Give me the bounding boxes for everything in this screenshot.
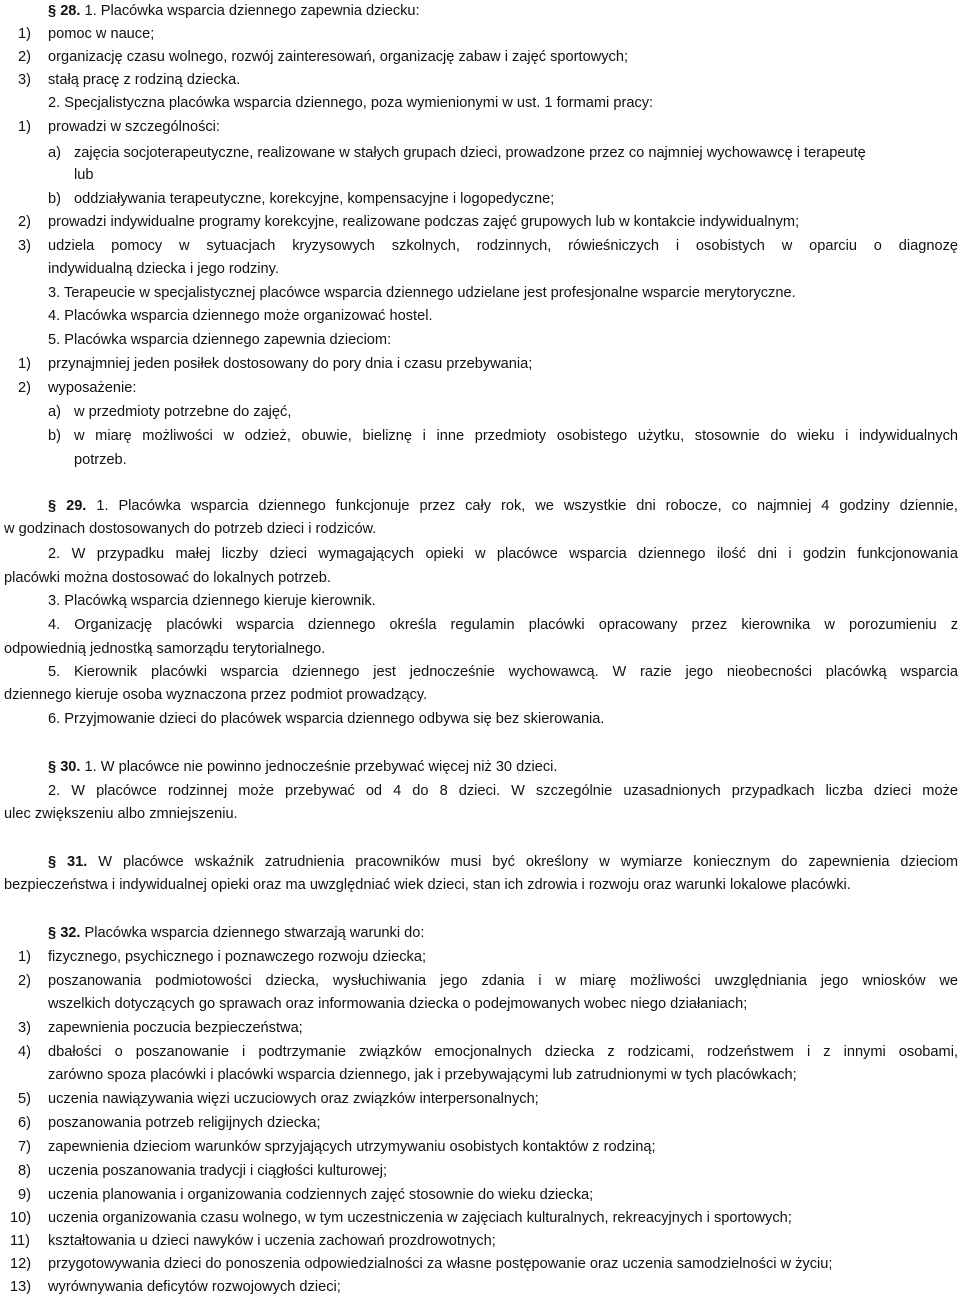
list-subitem-letter: b) xyxy=(48,428,61,444)
list-item-text: pomoc w nauce; xyxy=(48,26,155,42)
list-item-text: uczenia poszanowania tradycji i ciągłości kulturowej; xyxy=(48,1163,388,1179)
list-item-text: przygotowywania dzieci do ponoszenia odpowiedzialności za własne postępowanie oraz uczenia samodzielności w życiu; xyxy=(48,1256,833,1272)
paragraph-text: 6. Przyjmowanie dzieci do placówek wsparcia dziennego odbywa się bez skierowania. xyxy=(48,711,605,727)
paragraph-number: 31. xyxy=(67,854,88,870)
paragraph-text: odpowiednią jednostką samorządu terytorialnego. xyxy=(4,641,326,657)
list-item-text: indywidualną dziecka i jego rodziny. xyxy=(48,261,279,277)
list-item-text: udziela pomocy w sytuacjach kryzysowych szkolnych, rodzinnych, rówieśniczych i osobistych w oparciu o diagnozę xyxy=(48,238,958,254)
list-item-number: 12) xyxy=(10,1256,32,1272)
list-item-number: 7) xyxy=(18,1139,31,1155)
section-sign: § xyxy=(48,759,57,775)
list-item-number: 6) xyxy=(18,1115,31,1131)
list-item-text: uczenia planowania i organizowania codziennych zajęć stosownie do wieku dziecka; xyxy=(48,1187,594,1203)
list-subitem-text: w miarę możliwości w odzież, obuwie, bieliznę i inne przedmioty osobistego użytku, stosownie do wieku i indywidualnych xyxy=(74,428,958,444)
list-item-text: zapewnienia dzieciom warunków sprzyjających utrzymywaniu osobistych kontaktów z rodziną; xyxy=(48,1139,656,1155)
paragraph-text: w godzinach dostosowanych do potrzeb dzieci i rodziców. xyxy=(4,521,377,537)
list-item-number: 9) xyxy=(18,1187,31,1203)
paragraph-text: W placówce wskaźnik zatrudnienia pracowników musi być określony w wymiarze koniecznym do zapewnienia dzieciom xyxy=(98,854,958,870)
section-sign: § xyxy=(48,498,57,514)
list-item-text: dbałości o poszanowanie i podtrzymanie związków emocjonalnych dziecka z rodzicami, rodzeństwem i z innymi osobami, xyxy=(48,1044,958,1060)
list-item-text: wyposażenie: xyxy=(48,380,137,396)
list-item-number: 3) xyxy=(18,72,31,88)
list-item-text: uczenia organizowania czasu wolnego, w tym uczestniczenia w zajęciach kulturalnych, rekreacyjnych i sportowych; xyxy=(48,1210,792,1226)
list-item-number: 5) xyxy=(18,1091,31,1107)
list-item-text: fizycznego, psychicznego i poznawczego rozwoju dziecka; xyxy=(48,949,427,965)
paragraph-number: 30. xyxy=(60,759,81,775)
paragraph-28-heading xyxy=(48,2,420,20)
list-item-number: 13) xyxy=(10,1279,32,1295)
list-item-number: 4) xyxy=(18,1044,31,1060)
paragraph-text: 1. Placówka wsparcia dziennego funkcjonuje przez cały rok, we wszystkie dni robocze, co najmniej 4 godziny dziennie, xyxy=(96,498,958,514)
paragraph-text: 5. Kierownik placówki wsparcia dziennego jest jednocześnie wychowawcą. W razie jego nieobecności placówką wsparcia xyxy=(48,664,958,680)
list-subitem-letter: b) xyxy=(48,191,61,207)
list-item-number: 2) xyxy=(18,973,31,989)
list-item-text: poszanowania podmiotowości dziecka, wysłuchiwania jego zdania i w miarę możliwości uwzględniania jego wniosków we xyxy=(48,973,958,989)
list-item-number: 3) xyxy=(18,238,31,254)
list-item-number: 2) xyxy=(18,49,31,65)
list-item-text: zapewnienia poczucia bezpieczeństwa; xyxy=(48,1020,303,1036)
list-subitem-text: lub xyxy=(74,167,94,183)
paragraph-32-heading xyxy=(48,924,424,942)
list-item-text: prowadzi w szczególności: xyxy=(48,119,220,135)
section-sign: § xyxy=(48,854,57,870)
list-item-text: kształtowania u dzieci nawyków i uczenia zachowań prozdrowotnych; xyxy=(48,1233,496,1249)
list-item-number: 3) xyxy=(18,1020,31,1036)
list-item-text: przynajmniej jeden posiłek dostosowany do pory dnia i czasu przebywania; xyxy=(48,356,533,372)
list-item-number: 2) xyxy=(18,380,31,396)
paragraph-text: 3. Placówką wsparcia dziennego kieruje kierownik. xyxy=(48,593,376,609)
paragraph-text: dziennego kieruje osoba wyznaczona przez podmiot prowadzący. xyxy=(4,687,428,703)
paragraph-text: 2. Specjalistyczna placówka wsparcia dziennego, poza wymienionymi w ust. 1 formami pracy: xyxy=(48,95,654,111)
list-subitem-text: zajęcia socjoterapeutyczne, realizowane w stałych grupach dzieci, prowadzone przez co najmniej wychowawcę i terapeutę xyxy=(74,145,866,161)
list-item-text: stałą pracę z rodziną dziecka. xyxy=(48,72,241,88)
list-item-number: 1) xyxy=(18,356,31,372)
paragraph-31-heading xyxy=(48,853,958,871)
paragraph-text: placówki można dostosować do lokalnych potrzeb. xyxy=(4,570,331,586)
paragraph-number: 28. xyxy=(60,3,81,19)
paragraph-30-heading xyxy=(48,758,557,776)
paragraph-text: 4. Organizację placówki wsparcia dziennego określa regulamin placówki opracowany przez kierownika w porozumieniu z xyxy=(48,617,958,633)
list-item-number: 1) xyxy=(18,949,31,965)
list-item-text: wszelkich dotyczących go sprawach oraz informowania dziecka o podejmowanych wobec niego działaniach; xyxy=(48,996,748,1012)
section-sign: § xyxy=(48,925,57,941)
paragraph-text: Placówka wsparcia dziennego stwarzają warunki do: xyxy=(84,925,425,941)
list-item-number: 8) xyxy=(18,1163,31,1179)
list-subitem-letter: a) xyxy=(48,404,61,420)
list-item-text: wyrównywania deficytów rozwojowych dzieci; xyxy=(48,1279,341,1295)
paragraph-text: 2. W przypadku małej liczby dzieci wymagających opieki w placówce wsparcia dziennego ilość dni i godzin funkcjonowania xyxy=(48,546,958,562)
list-item-number: 10) xyxy=(10,1210,32,1226)
list-item-number: 11) xyxy=(10,1233,31,1249)
list-item-text: prowadzi indywidualne programy korekcyjne, realizowane podczas zajęć grupowych lub w kontakcie indywidualnym; xyxy=(48,214,800,230)
list-item-number: 1) xyxy=(18,119,31,135)
paragraph-text: 2. W placówce rodzinnej może przebywać od 4 do 8 dzieci. W szczególnie uzasadnionych przypadkach liczba dzieci może xyxy=(48,783,958,799)
paragraph-text: 4. Placówka wsparcia dziennego może organizować hostel. xyxy=(48,308,433,324)
paragraph-text: bezpieczeństwa i indywidualnej opieki oraz ma uwzględniać wiek dzieci, stan ich zdrowia i rozwoju oraz warunki lokalowe placówki. xyxy=(4,877,851,893)
list-subitem-text: oddziaływania terapeutyczne, korekcyjne, kompensacyjne i logopedyczne; xyxy=(74,191,555,207)
list-subitem-text: w przedmioty potrzebne do zajęć, xyxy=(74,404,292,420)
paragraph-text: 1. Placówka wsparcia dziennego zapewnia dziecku: xyxy=(84,3,420,19)
paragraph-text: 3. Terapeucie w specjalistycznej placówce wsparcia dziennego udzielane jest profesjonalne wsparcie merytoryczne. xyxy=(48,285,796,301)
paragraph-number: 32. xyxy=(60,925,81,941)
paragraph-29-heading xyxy=(48,497,958,515)
list-item-number: 2) xyxy=(18,214,31,230)
list-item-text: organizację czasu wolnego, rozwój zainteresowań, organizację zabaw i zajęć sportowych; xyxy=(48,49,628,65)
list-item-text: poszanowania potrzeb religijnych dziecka; xyxy=(48,1115,321,1131)
list-item-text: uczenia nawiązywania więzi uczuciowych oraz związków interpersonalnych; xyxy=(48,1091,539,1107)
list-item-number: 1) xyxy=(18,26,31,42)
section-sign: § xyxy=(48,3,57,19)
list-subitem-text: potrzeb. xyxy=(74,452,127,468)
paragraph-text: 1. W placówce nie powinno jednocześnie przebywać więcej niż 30 dzieci. xyxy=(84,759,558,775)
paragraph-text: 5. Placówka wsparcia dziennego zapewnia dzieciom: xyxy=(48,332,392,348)
list-item-text: zarówno spoza placówki i placówki wsparcia dziennego, jak i przebywającymi lub zatrudnionymi w tych placówkach; xyxy=(48,1067,797,1083)
paragraph-number: 29. xyxy=(66,498,87,514)
paragraph-text: ulec zwiększeniu albo zmniejszeniu. xyxy=(4,806,238,822)
list-subitem-letter: a) xyxy=(48,145,61,161)
